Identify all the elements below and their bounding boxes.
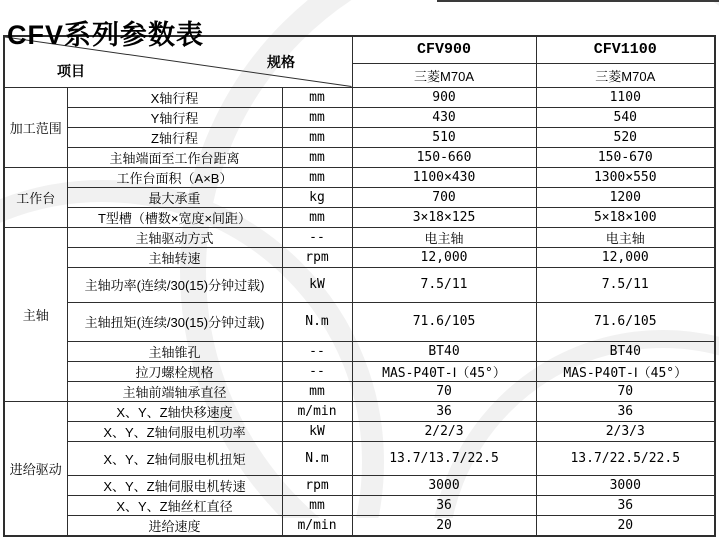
cfv1100-cell: MAS-P40T-Ⅰ（45°） (536, 361, 715, 381)
unit-cell: rpm (282, 247, 352, 267)
table-row (4, 361, 715, 381)
cfv1100-cell: 2/3/3 (536, 421, 715, 441)
cfv1100-cell: 1100 (536, 87, 715, 107)
param-cell: 主轴端面至工作台距离 (67, 147, 282, 167)
top-edge-line (437, 0, 719, 2)
cfv900-cell: 700 (352, 187, 536, 207)
unit-cell: mm (282, 495, 352, 515)
unit-cell: N.m (282, 441, 352, 475)
unit-cell: kW (282, 421, 352, 441)
param-cell: X轴行程 (67, 87, 282, 107)
cfv900-cell: 150-660 (352, 147, 536, 167)
table-row (4, 341, 715, 361)
cfv900-cell: 12,000 (352, 247, 536, 267)
cfv1100-cell: 12,000 (536, 247, 715, 267)
cfv900-cell: 3000 (352, 475, 536, 495)
param-cell: X、Y、Z轴快移速度 (67, 401, 282, 421)
cfv1100-cell: 150-670 (536, 147, 715, 167)
unit-cell: kW (282, 267, 352, 302)
table-row (4, 495, 715, 515)
param-cell: X、Y、Z轴伺服电机功率 (67, 421, 282, 441)
unit-cell: m/min (282, 515, 352, 536)
cfv1100-cell: 13.7/22.5/22.5 (536, 441, 715, 475)
table-row (4, 421, 715, 441)
group-cell: 加工范围 (4, 87, 67, 167)
table-row (4, 207, 715, 227)
group-cell: 工作台 (4, 167, 67, 227)
cfv900-cell: 510 (352, 127, 536, 147)
param-cell: 拉刀螺栓规格 (67, 361, 282, 381)
unit-cell: mm (282, 147, 352, 167)
param-cell: 主轴功率(连续/30(15)分钟过载) (67, 267, 282, 302)
table-row (4, 247, 715, 267)
param-cell: T型槽（槽数×宽度×间距） (67, 207, 282, 227)
controller-cfv900: 三菱M70A (352, 63, 536, 87)
cfv1100-cell: 3000 (536, 475, 715, 495)
table-row (4, 267, 715, 302)
model-header-cfv900: CFV900 (352, 36, 536, 63)
param-cell: 主轴驱动方式 (67, 227, 282, 247)
cfv1100-cell: 1300×550 (536, 167, 715, 187)
param-cell: 主轴锥孔 (67, 341, 282, 361)
group-cell: 进给驱动 (4, 401, 67, 536)
param-cell: X、Y、Z轴伺服电机扭矩 (67, 441, 282, 475)
table-row (4, 167, 715, 187)
table-row (4, 302, 715, 341)
unit-cell: -- (282, 341, 352, 361)
param-cell: 主轴前端轴承直径 (67, 381, 282, 401)
cfv1100-cell: 36 (536, 401, 715, 421)
cfv1100-cell: 520 (536, 127, 715, 147)
spec-table (3, 35, 716, 537)
param-cell: Y轴行程 (67, 107, 282, 127)
unit-cell: kg (282, 187, 352, 207)
param-cell: 主轴转速 (67, 247, 282, 267)
page-title: CFV系列参数表 (7, 20, 204, 51)
table-row (4, 515, 715, 536)
table-row (4, 227, 715, 247)
cfv900-cell: BT40 (352, 341, 536, 361)
param-cell: X、Y、Z轴伺服电机转速 (67, 475, 282, 495)
unit-cell: mm (282, 207, 352, 227)
param-cell: Z轴行程 (67, 127, 282, 147)
cfv1100-cell: 20 (536, 515, 715, 536)
cfv1100-cell: 70 (536, 381, 715, 401)
cfv1100-cell: 1200 (536, 187, 715, 207)
unit-cell: mm (282, 127, 352, 147)
spec-header-label: 规格 (267, 54, 295, 70)
table-row (4, 381, 715, 401)
group-cell: 主轴 (4, 227, 67, 401)
unit-cell: -- (282, 227, 352, 247)
param-cell: 工作台面积（A×B） (67, 167, 282, 187)
unit-cell: rpm (282, 475, 352, 495)
cfv1100-cell: 7.5/11 (536, 267, 715, 302)
cfv900-cell: 2/2/3 (352, 421, 536, 441)
controller-cfv1100: 三菱M70A (536, 63, 715, 87)
unit-cell: N.m (282, 302, 352, 341)
cfv900-cell: 1100×430 (352, 167, 536, 187)
table-body (4, 87, 715, 536)
cfv900-cell: 电主轴 (352, 227, 536, 247)
cfv900-cell: 20 (352, 515, 536, 536)
cfv900-cell: 36 (352, 495, 536, 515)
cfv1100-cell: 5×18×100 (536, 207, 715, 227)
cfv1100-cell: 36 (536, 495, 715, 515)
cfv900-cell: 430 (352, 107, 536, 127)
cfv900-cell: 36 (352, 401, 536, 421)
unit-cell: m/min (282, 401, 352, 421)
param-cell: 最大承重 (67, 187, 282, 207)
table-row (4, 127, 715, 147)
table-row (4, 401, 715, 421)
cfv1100-cell: BT40 (536, 341, 715, 361)
cfv900-cell: 13.7/13.7/22.5 (352, 441, 536, 475)
cfv900-cell: 7.5/11 (352, 267, 536, 302)
unit-cell: mm (282, 87, 352, 107)
cfv1100-cell: 电主轴 (536, 227, 715, 247)
model-header-cfv1100: CFV1100 (536, 36, 715, 63)
cfv900-cell: 71.6/105 (352, 302, 536, 341)
table-row (4, 87, 715, 107)
table-row (4, 441, 715, 475)
unit-cell: mm (282, 107, 352, 127)
table-row (4, 187, 715, 207)
cfv900-cell: 900 (352, 87, 536, 107)
table-row (4, 107, 715, 127)
param-cell: X、Y、Z轴丝杠直径 (67, 495, 282, 515)
unit-cell: -- (282, 361, 352, 381)
unit-cell: mm (282, 167, 352, 187)
cfv1100-cell: 540 (536, 107, 715, 127)
param-cell: 进给速度 (67, 515, 282, 536)
cfv900-cell: 70 (352, 381, 536, 401)
cfv900-cell: 3×18×125 (352, 207, 536, 227)
param-cell: 主轴扭矩(连续/30(15)分钟过载) (67, 302, 282, 341)
table-row (4, 147, 715, 167)
table-row (4, 475, 715, 495)
cfv1100-cell: 71.6/105 (536, 302, 715, 341)
unit-cell: mm (282, 381, 352, 401)
item-header-label: 项目 (57, 63, 85, 79)
cfv900-cell: MAS-P40T-Ⅰ（45°） (352, 361, 536, 381)
